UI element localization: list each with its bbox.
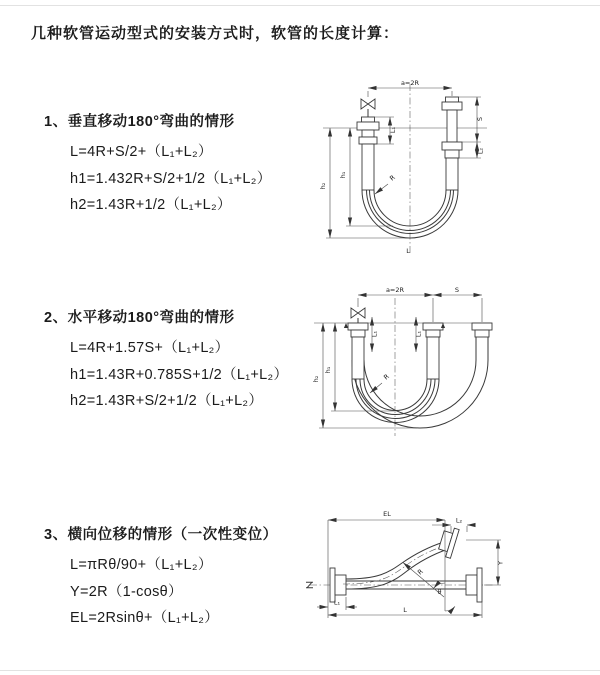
dim-label-l: L [403, 606, 407, 614]
dim-label-l1: L₁ [333, 598, 341, 607]
dim-label-r: R [382, 372, 391, 382]
hose-s-shape [306, 526, 494, 602]
section-3-heading: 3、横向位移的情形（一次性变位） [44, 527, 278, 543]
formula-line: L=4R+S/2+（L₁+L₂） [70, 144, 213, 160]
dimensions [317, 510, 505, 618]
section-2-formulas [70, 335, 288, 415]
valve-icon [361, 99, 368, 109]
dim-label-a2r: a=2R [400, 79, 420, 87]
diagram-horizontal-180-bend [306, 284, 596, 452]
page-title: 几种软管运动型式的安装方式时，软管的长度计算： [31, 25, 400, 42]
dim-label-s: S [454, 286, 460, 294]
dim-label-h2: h₂ [312, 375, 320, 383]
hose-u-shapes [314, 298, 492, 436]
dim-label-a2r: a=2R [385, 286, 405, 294]
dim-label-h1: h₁ [339, 171, 347, 179]
formula-line: L=πRθ/90+（L₁+L₂） [70, 557, 213, 573]
dim-label-l2: L₂ [476, 147, 485, 155]
page-top-edge [0, 5, 600, 6]
dim-label-l1-left: L₁ [370, 330, 379, 338]
formula-line: L=4R+1.57S+（L₁+L₂） [70, 340, 230, 356]
dim-label-r: R [388, 173, 397, 183]
section-2-heading: 2、水平移动180°弯曲的情形 [44, 310, 235, 326]
section-3-formulas [70, 552, 278, 632]
dim-label-r: R [415, 567, 425, 577]
dimensions [312, 286, 482, 428]
dim-label-y: Y [496, 561, 505, 565]
dim-label-h2: h₂ [319, 182, 327, 190]
formula-line: h2=1.43R+S/2+1/2（L₁+L₂） [70, 393, 264, 409]
section-lateral-displacement [44, 523, 278, 632]
valve-icon [351, 308, 358, 318]
page-bottom-edge [0, 670, 600, 671]
hose-u-shape [323, 84, 487, 255]
section-1-heading: 1、垂直移动180°弯曲的情形 [44, 114, 235, 130]
diagram-vertical-180-bend [305, 72, 595, 267]
formula-line: EL=2Rsinθ+（L₁+L₂） [70, 610, 220, 626]
dim-label-h1: h₁ [324, 366, 332, 374]
section-vertical-180 [44, 110, 272, 219]
formula-line: Y=2R（1-cosθ） [70, 583, 183, 600]
formula-line: h2=1.43R+1/2（L₁+L₂） [70, 197, 232, 213]
section-1-formulas [70, 139, 272, 219]
dim-label-el: EL [383, 510, 391, 518]
dim-label-l2: L₂ [455, 516, 463, 525]
formula-line: h1=1.432R+S/2+1/2（L₁+L₂） [70, 170, 272, 187]
dim-label-l: L [406, 247, 410, 255]
diagram-lateral-displacement [298, 498, 598, 643]
dim-label-l1: L₁ [389, 126, 397, 134]
dim-label-s: S [476, 116, 484, 122]
formula-line: h1=1.43R+0.785S+1/2（L₁+L₂） [70, 366, 289, 383]
section-horizontal-180 [44, 306, 288, 415]
tilted-flange [437, 526, 459, 559]
dim-label-l1-mid: L₁ [414, 330, 423, 338]
dim-label-theta: θ [437, 588, 442, 596]
